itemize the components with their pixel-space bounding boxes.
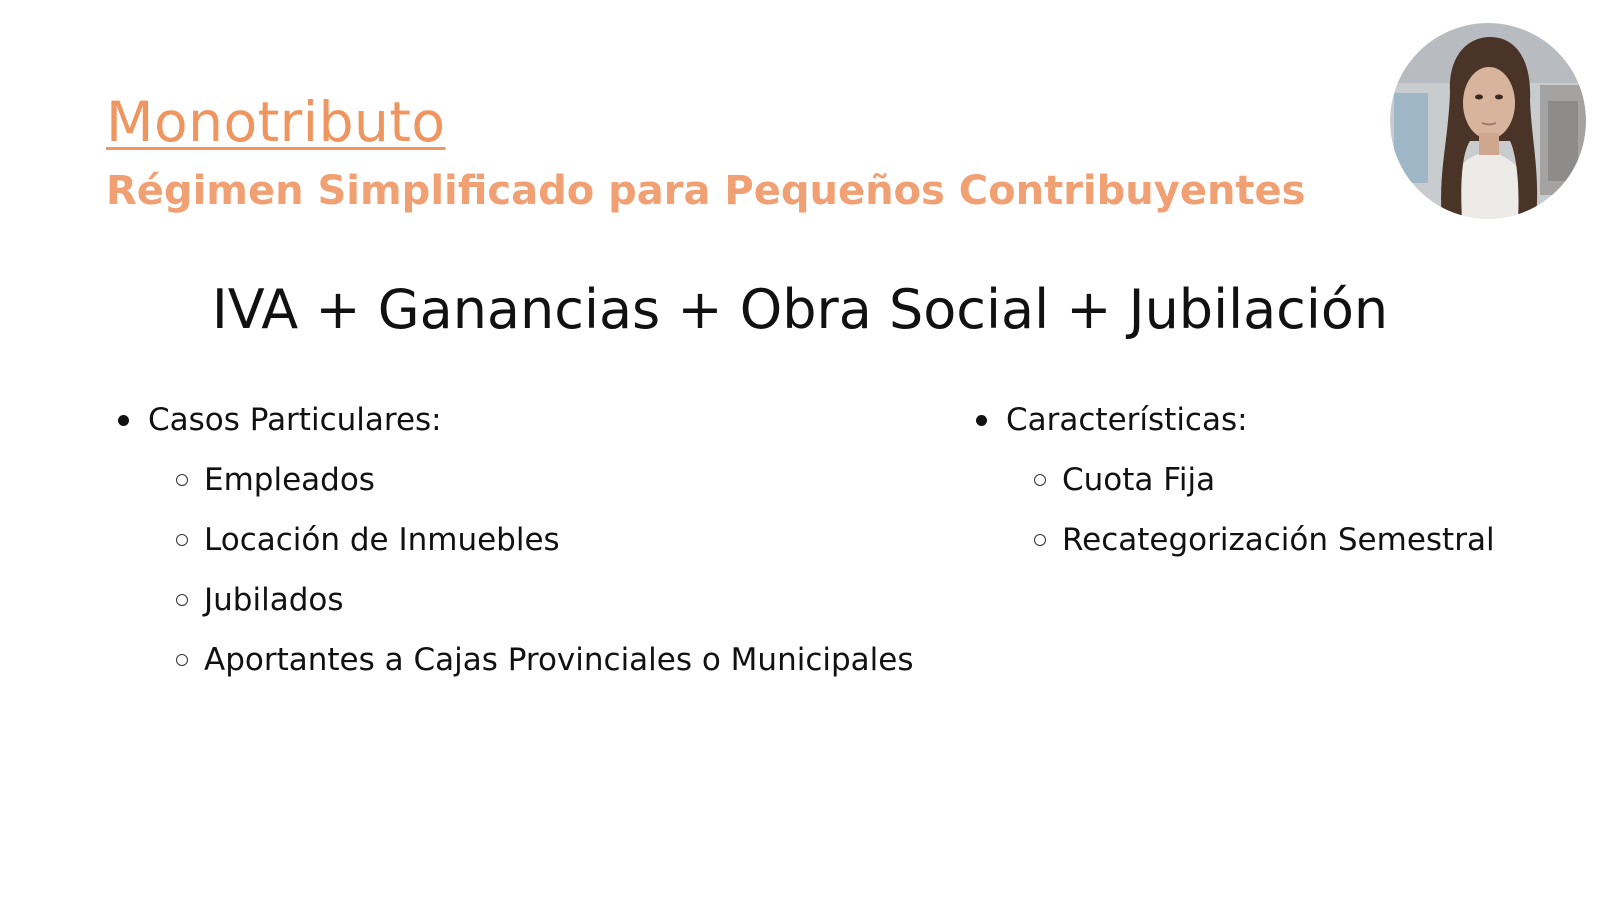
hollow-bullet-icon xyxy=(176,654,188,666)
list-item xyxy=(118,640,914,700)
hollow-bullet-icon xyxy=(176,594,188,606)
list-item-label: Aportantes a Cajas Provinciales o Municipales xyxy=(204,642,914,678)
list-heading-casos-particulares xyxy=(118,400,914,460)
list-heading-caracteristicas xyxy=(976,400,1495,460)
presenter-webcam-photo-icon xyxy=(1390,23,1586,219)
slide-title: Monotributo xyxy=(106,90,446,154)
presenter-webcam-avatar xyxy=(1390,23,1586,219)
list-item-label: Locación de Inmuebles xyxy=(204,522,560,558)
hollow-bullet-icon xyxy=(1034,474,1046,486)
list-item xyxy=(118,520,914,580)
list-item-label: Empleados xyxy=(204,462,375,498)
particular-cases-list xyxy=(118,400,914,700)
list-item-label: Cuota Fija xyxy=(1062,462,1216,498)
list-item xyxy=(118,580,914,640)
bullet-icon xyxy=(976,415,987,426)
hollow-bullet-icon xyxy=(176,474,188,486)
list-heading-label: Casos Particulares: xyxy=(148,402,442,438)
list-item-label: Recategorización Semestral xyxy=(1062,522,1495,558)
characteristics-list xyxy=(976,400,1495,580)
slide-subtitle: Régimen Simplificado para Pequeños Contribuyentes xyxy=(106,168,1306,214)
list-item-label: Jubilados xyxy=(204,582,344,618)
list-item xyxy=(976,460,1495,520)
hollow-bullet-icon xyxy=(176,534,188,546)
list-item xyxy=(118,460,914,520)
list-item xyxy=(976,520,1495,580)
hollow-bullet-icon xyxy=(1034,534,1046,546)
formula-heading: IVA + Ganancias + Obra Social + Jubilación xyxy=(211,278,1389,341)
list-heading-label: Características: xyxy=(1006,402,1248,438)
bullet-icon xyxy=(118,415,129,426)
